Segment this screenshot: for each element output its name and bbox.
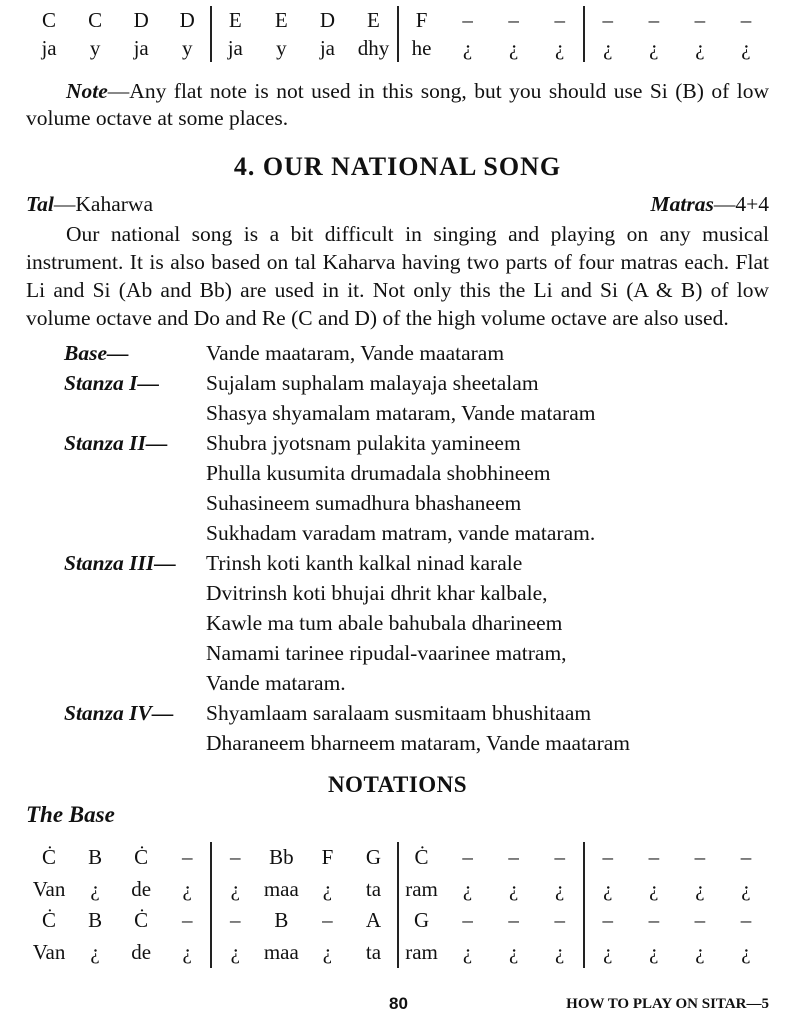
- notation-row: [585, 6, 769, 34]
- notation-cell: F: [321, 845, 334, 869]
- notation-cell: ¿: [555, 36, 565, 60]
- notation-cell: ¿: [508, 876, 519, 901]
- stanza-label: [64, 518, 206, 548]
- notation-cell: E: [228, 8, 242, 32]
- stanza-label: Stanza II—: [64, 431, 168, 455]
- stanza-label: Stanza I—: [64, 371, 159, 395]
- stanza-label: Stanza IV—: [64, 701, 174, 725]
- notation-cell: Ċ: [134, 908, 149, 932]
- notation-cell: –: [462, 8, 473, 32]
- notation-cell: ¿: [741, 939, 751, 964]
- notation-row: [585, 874, 769, 906]
- tal-entry: [26, 191, 153, 217]
- notation-row: [212, 842, 396, 874]
- notation-cell: ¿: [90, 876, 100, 901]
- notation-row: [585, 842, 769, 874]
- notation-row: [585, 905, 769, 937]
- notation-measure: [397, 6, 583, 62]
- note-label: Note: [66, 79, 108, 103]
- notation-cell: Bb: [269, 845, 294, 869]
- notation-cell: ¿: [230, 876, 240, 901]
- notation-cell: F: [415, 8, 428, 32]
- notation-row: [399, 34, 583, 62]
- notation-cell: –: [508, 845, 519, 869]
- notation-cell: ¿: [462, 939, 473, 964]
- notation-cell: Ċ: [134, 845, 149, 869]
- notation-row: [212, 905, 396, 937]
- lyric-row: [64, 368, 769, 398]
- notation-cell: ¿: [695, 876, 705, 901]
- notation-cell: ¿: [555, 876, 565, 901]
- notation-row: [585, 34, 769, 62]
- notation-cell: B: [88, 908, 103, 932]
- notation-cell: ta: [365, 876, 382, 901]
- notation-cell: ¿: [603, 36, 613, 60]
- notation-cell: G: [365, 845, 382, 869]
- notation-cell: ¿: [182, 939, 192, 964]
- stanza-label: [64, 458, 206, 488]
- matras-entry: [651, 191, 769, 217]
- notation-row: [212, 874, 396, 906]
- notation-cell: –: [322, 908, 333, 932]
- notation-cell: he: [411, 36, 432, 60]
- notation-cell: ¿: [508, 939, 519, 964]
- notation-row: [585, 937, 769, 969]
- notation-cell: B: [274, 908, 289, 932]
- lyric-line: Dvitrinsh koti bhujai dhrit khar kalbale,: [206, 581, 548, 605]
- notation-cell: B: [88, 845, 103, 869]
- notation-cell: –: [740, 908, 752, 932]
- stanza-label: [64, 608, 206, 638]
- matras-label: Matras: [650, 192, 714, 216]
- lyric-row: [64, 338, 769, 368]
- notation-cell: y: [276, 36, 287, 60]
- notation-cell: dhy: [357, 36, 390, 60]
- notation-cell: –: [602, 845, 614, 869]
- lyric-row: [64, 428, 769, 458]
- notation-row: [26, 905, 210, 937]
- lyric-row: [64, 638, 769, 668]
- notation-cell: ja: [319, 36, 335, 60]
- notation-cell: –: [554, 845, 565, 869]
- notation-cell: D: [179, 8, 195, 32]
- notation-cell: –: [648, 8, 660, 32]
- notation-cell: –: [181, 908, 193, 932]
- lyric-row: [64, 518, 769, 548]
- notation-cell: ¿: [603, 939, 613, 964]
- notation-cell: Van: [32, 939, 66, 964]
- stanza-label: [64, 668, 206, 698]
- lyric-row: [64, 608, 769, 638]
- notation-cell: –: [694, 845, 706, 869]
- notation-row: [399, 874, 583, 906]
- notation-cell: ja: [133, 36, 149, 60]
- notation-cell: de: [131, 876, 152, 901]
- notation-cell: E: [367, 8, 380, 32]
- notation-cell: –: [602, 908, 614, 932]
- lyric-line: Phulla kusumita drumadala shobhineem: [206, 461, 551, 485]
- book-title-footer: HOW TO PLAY ON SITAR—5: [566, 996, 769, 1012]
- section-paragraph: Our national song is a bit difficult in singing and playing on any musical instrument. It is also based on tal Kaharva having two parts of four matras each. Flat Li and Si (Ab and Bb) are used in it. Not only this the Li and Si (A & B) of low volume octave and Do and Re (C and D) of the high volume octave are also used.: [26, 222, 769, 330]
- stanza-label: [64, 488, 206, 518]
- notation-cell: –: [554, 8, 565, 32]
- notation-cell: ¿: [741, 36, 751, 60]
- notation-cell: –: [181, 845, 193, 869]
- notation-row: [399, 842, 583, 874]
- notation-cell: G: [413, 908, 430, 932]
- lyric-row: [64, 578, 769, 608]
- notation-cell: ¿: [90, 939, 100, 964]
- notation-cell: Van: [32, 876, 66, 901]
- intro-notation-table: [26, 6, 769, 62]
- lyric-line: Vande maataram, Vande maataram: [206, 341, 505, 365]
- stanza-label: Base—: [64, 341, 129, 365]
- notation-cell: –: [508, 908, 519, 932]
- notation-cell: ja: [41, 36, 57, 60]
- notation-row: [212, 937, 396, 969]
- notation-cell: y: [181, 36, 193, 60]
- stanza-label: Stanza III—: [64, 551, 176, 575]
- notation-cell: ta: [365, 939, 382, 964]
- lyric-row: [64, 488, 769, 518]
- notation-cell: A: [365, 908, 382, 932]
- lyric-line: Kawle ma tum abale bahubala dharineem: [206, 611, 563, 635]
- notation-measure: [26, 842, 210, 968]
- notation-row: [26, 874, 210, 906]
- tal-matras-line: [26, 191, 769, 217]
- notation-cell: de: [131, 939, 152, 964]
- lyric-line: Shasya shyamalam mataram, Vande mataram: [206, 401, 596, 425]
- notation-measure: [26, 6, 210, 62]
- notation-measure: [210, 842, 396, 968]
- lyric-row: [64, 668, 769, 698]
- notation-measure: [397, 842, 583, 968]
- notation-cell: –: [740, 845, 752, 869]
- note-paragraph: [26, 78, 769, 132]
- lyric-line: Dharaneem bharneem mataram, Vande maataram: [206, 731, 631, 755]
- notation-cell: –: [462, 845, 473, 869]
- notations-heading: NOTATIONS: [327, 772, 468, 797]
- notation-cell: ¿: [462, 876, 473, 901]
- the-base-subheading: The Base: [26, 802, 115, 827]
- notation-cell: C: [42, 8, 57, 32]
- notation-cell: –: [694, 908, 706, 932]
- stanza-label: [64, 578, 206, 608]
- lyric-row: [64, 698, 769, 728]
- notation-cell: ¿: [508, 36, 519, 60]
- notation-cell: ¿: [649, 876, 659, 901]
- tal-value: —Kaharwa: [53, 192, 153, 216]
- stanza-label: [64, 398, 206, 428]
- lyric-row: [64, 548, 769, 578]
- notation-cell: maa: [263, 939, 299, 964]
- base-notation-table: [26, 842, 769, 968]
- lyric-row: [64, 458, 769, 488]
- notation-cell: ¿: [322, 939, 333, 964]
- note-text: —Any flat note is not used in this song, but you should use Si (B) of low volume octave at some places.: [26, 79, 769, 130]
- notation-cell: –: [230, 845, 241, 869]
- notation-cell: ram: [405, 876, 438, 901]
- notation-row: [212, 6, 396, 34]
- lyric-row: [64, 728, 769, 758]
- notation-cell: Ċ: [42, 908, 57, 932]
- notation-cell: –: [648, 908, 660, 932]
- tal-label: Tal: [26, 192, 54, 216]
- notation-row: [212, 34, 396, 62]
- lyric-line: Sujalam suphalam malayaja sheetalam: [206, 371, 539, 395]
- notation-cell: ¿: [182, 876, 192, 901]
- stanza-label: [64, 638, 206, 668]
- notation-row: [399, 937, 583, 969]
- notation-row: [26, 842, 210, 874]
- notation-cell: C: [88, 8, 103, 32]
- notation-cell: –: [508, 8, 519, 32]
- notation-row: [399, 905, 583, 937]
- section-title: 4. OUR NATIONAL SONG: [233, 152, 562, 181]
- notation-cell: D: [133, 8, 149, 32]
- notation-cell: D: [319, 8, 335, 32]
- notation-cell: Ċ: [42, 845, 57, 869]
- notation-cell: –: [554, 908, 565, 932]
- lyric-line: Namami tarinee ripudal-vaarinee matram,: [206, 641, 567, 665]
- notation-cell: E: [274, 8, 288, 32]
- notation-measure: [583, 6, 769, 62]
- lyric-line: Suhasineem sumadhura bhashaneem: [206, 491, 522, 515]
- notation-cell: –: [462, 908, 473, 932]
- notation-cell: ¿: [555, 939, 565, 964]
- lyrics-block: [64, 338, 769, 758]
- notation-cell: ¿: [649, 939, 659, 964]
- lyric-line: Sukhadam varadam matram, vande mataram.: [206, 521, 596, 545]
- notation-row: [26, 6, 210, 34]
- lyric-line: Shyamlaam saralaam susmitaam bhushitaam: [206, 701, 592, 725]
- lyric-row: [64, 398, 769, 428]
- lyric-line: Vande mataram.: [206, 671, 346, 695]
- notation-cell: –: [694, 8, 706, 32]
- notation-cell: –: [648, 845, 660, 869]
- stanza-label: [64, 728, 206, 758]
- notation-cell: ram: [405, 939, 438, 964]
- notation-cell: maa: [263, 876, 299, 901]
- notation-cell: –: [230, 908, 241, 932]
- page-number: 80: [389, 994, 408, 1013]
- notation-row: [26, 34, 210, 62]
- notation-cell: ¿: [230, 939, 240, 964]
- notation-cell: ¿: [603, 876, 613, 901]
- matras-value: —4+4: [713, 192, 769, 216]
- lyric-line: Shubra jyotsnam pulakita yamineem: [206, 431, 521, 455]
- notation-cell: ja: [227, 36, 243, 60]
- notation-cell: Ċ: [414, 845, 429, 869]
- notation-cell: ¿: [741, 876, 751, 901]
- notation-cell: ¿: [695, 939, 705, 964]
- notation-cell: ¿: [322, 876, 333, 901]
- notation-cell: ¿: [462, 36, 473, 60]
- lyric-line: Trinsh koti kanth kalkal ninad karale: [206, 551, 523, 575]
- notation-cell: –: [740, 8, 752, 32]
- notation-cell: –: [602, 8, 614, 32]
- notation-cell: y: [89, 36, 101, 60]
- notation-cell: ¿: [649, 36, 659, 60]
- notation-measure: [583, 842, 769, 968]
- notation-row: [26, 937, 210, 969]
- notation-row: [399, 6, 583, 34]
- notation-cell: ¿: [695, 36, 705, 60]
- notation-measure: [210, 6, 396, 62]
- page-footer: [0, 994, 797, 1016]
